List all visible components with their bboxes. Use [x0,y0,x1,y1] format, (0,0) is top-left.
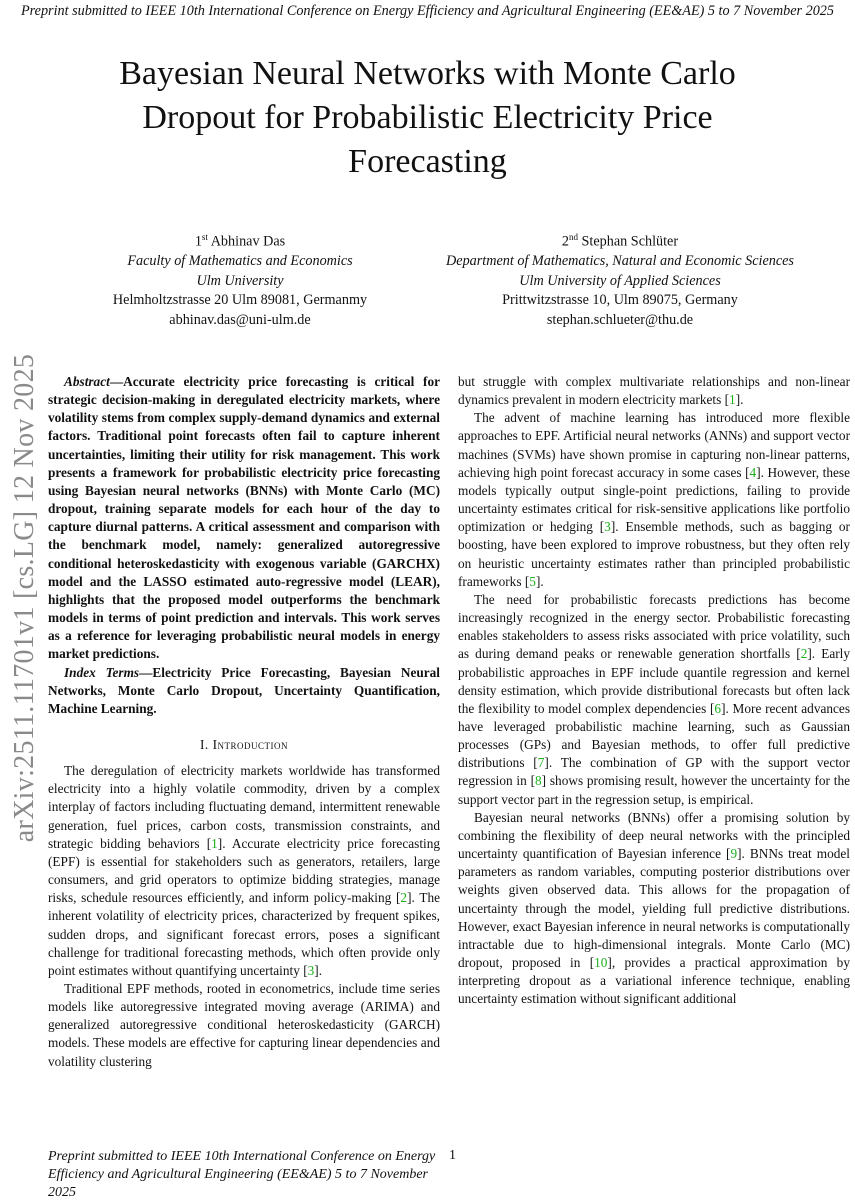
ordinal-suffix: nd [569,232,578,242]
paragraph: but struggle with complex multivariate relationships and non-linear dynamics prevalent in modern electricity markets [1]. [458,374,850,408]
author-email[interactable]: stephan.schlueter@thu.de [546,311,694,328]
arxiv-stamp[interactable]: arXiv:2511.11701v1 [cs.LG] 12 Nov 2025 [9,353,40,843]
abstract-label: Abstract [64,374,110,389]
citation-link[interactable]: 2 [800,646,808,662]
ordinal-suffix: st [201,232,208,242]
citation-link[interactable]: 7 [537,755,545,771]
author-department: Faculty of Mathematics and Economics [127,253,353,270]
author-block-1 [60,228,420,330]
author-address: Prittwitzstrasse 10, Ulm 89075, Germany [502,292,738,309]
paragraph: The deregulation of electricity markets worldwide has transformed electricity into a highly volatile commodity, driven by a complex interplay of factors including fluctuating demand, intermittent renewable generation, fuel prices, carbon costs, transmission constraints, and strategic bidding behaviors [1]. Accurate electricity price forecasting (EPF) is essential for stakeholders such as generators, retailers, large consumers, and grid operators to optimize bidding strategies, manage risks, schedule resources efficiently, and inform policy-making [2]. The inherent volatility of electricity prices, characterized by frequent spikes, sudden drops, and significant forecast errors, poses a significant challenge for traditional forecasting methods, which often provide only point estimates without quantifying uncertainty [3]. [48,763,441,978]
author-email[interactable]: abhinav.das@uni-ulm.de [169,311,311,328]
index-terms [48,664,440,718]
paragraph: The advent of machine learning has introduced more flexible approaches to EPF. Artificial neural networks (ANNs) and support vector machines (SVMs) have shown promise in capturing non-linear patterns, achieving high point forecast accuracy in some cases [4]. However, these models typically output single-point predictions, failing to provide uncertainty estimates critical for risk-sensitive applications like portfolio optimization or hedging [3]. Ensemble methods, such as bagging or boosting, have been explored to improve robustness, but they often rely on heuristic uncertainty estimates rather than principled probabilistic frameworks [5]. [458,410,850,589]
index-terms-label: Index Terms [64,664,140,680]
author-department: Department of Mathematics, Natural and Economic Sciences [446,253,794,270]
citation-link[interactable]: 3 [604,519,611,535]
paper-title: Bayesian Neural Networks with Monte Carlo Dropout for Probabilistic Electricity Price Forecasting [119,55,736,180]
right-column [458,373,850,1008]
citation-link[interactable]: 1 [729,392,736,408]
author-block-2 [405,228,835,330]
citation-link[interactable]: 9 [730,846,738,862]
author-name [405,228,835,252]
left-column [48,373,440,1071]
page-number: 1 [449,1148,456,1163]
author-name-text: Stephan Schlüter [581,233,679,250]
author-ordinal: 2 [561,233,569,250]
paragraph: Bayesian neural networks (BNNs) offer a promising solution by combining the flexibility of deep neural networks with the principled uncertainty quantification of Bayesian inference [9]. BNNs treat model parameters as random variables, computing posterior distributions over weights given observed data. This allows for the propagation of uncertainty through the model, yielding full predictive distributions. However, exact Bayesian inference in neural networks is computationally intractable due to high-dimensional integrals. Monte Carlo (MC) dropout, proposed in [10], provides a practical approximation by interpreting dropout as a variational inference technique, enabling uncertainty estimation without significant additional [458,809,850,1007]
author-name [60,228,420,252]
author-name-text: Abhinav Das [210,233,286,250]
section-heading: I. Introduction [200,736,288,752]
footer-note: Preprint submitted to IEEE 10th International Conference on Energy Efficiency and Agricultural Engineering (EE&AE) 5 to 7 November 2025 [48,1149,436,1200]
paragraph: The need for probabilistic forecasts predictions has become increasingly recognized in the energy sector. Probabilistic forecasting enables stakeholders to assess risks associated with price volatility, such as during demand peaks or renewable generation shortfalls [2]. Early probabilistic approaches in EPF include quantile regression and kernel density estimation, which provide distributional forecasts but often lack the flexibility to model complex dependencies [6]. More recent advances have leveraged probabilistic machine learning, such as Gaussian processes (GPs) and Bayesian methods, to offer full predictive distributions [7]. The combination of GP with the support vector regression in [8] shows promising result, however the uncertainty for the support vector part in the regression setup, is empirical. [458,591,850,807]
citation-link[interactable]: 3 [307,962,315,978]
citation-link[interactable]: 1 [211,835,218,851]
author-ordinal: 1 [194,233,202,250]
citation-link[interactable]: 2 [400,890,408,906]
paragraph: Traditional EPF methods, rooted in econometrics, include time series models like autoregressive integrated moving average (ARIMA) and generalized autoregressive conditional heteroskedasticity (GARCH) models. These models are effective for capturing linear dependencies and volatility clustering [48,981,440,1069]
author-address: Helmholtzstrasse 20 Ulm 89081, Germanmy [112,292,368,309]
citation-link[interactable]: 6 [714,700,722,716]
author-institution: Ulm University [196,272,284,289]
citation-link[interactable]: 5 [529,573,536,589]
index-terms-text: —Electricity Price Forecasting, Bayesian Neural Networks, Monte Carlo Dropout, Uncertainty Quantification, Machine Learning. [48,664,440,716]
citation-link[interactable]: 10 [594,955,608,970]
running-header: Preprint submitted to IEEE 10th International Conference on Energy Efficiency and Agricultural Engineering (EE&AE) 5 to 7 November 2025 [21,3,834,19]
abstract [48,373,440,664]
abstract-text: —Accurate electricity price forecasting is critical for strategic decision-making in deregulated electricity markets, where volatility stems from complex supply-demand dynamics and external factors. Traditional point forecasts often fail to capture inherent uncertainties, limiting their utility for risk management. This work presents a framework for probabilistic electricity price forecasting using Bayesian neural networks (BNNs) with Monte Carlo (MC) dropout, training separate models for each hour of the day to capture diurnal patterns. A critical assessment and comparison with the benchmark model, namely: generalized autoregressive conditional heteroskedasticity with exogenous variable (GARCHX) model and the LASSO estimated auto-regressive model (LEAR), highlights that the proposed model outperforms the benchmark models in terms of point prediction and intervals. This work serves as a reference for leveraging probabilistic neural models in energy market predictions. [48,374,440,662]
author-institution: Ulm University of Applied Sciences [519,272,721,289]
citation-link[interactable]: 4 [749,464,757,480]
citation-link[interactable]: 8 [535,773,542,789]
